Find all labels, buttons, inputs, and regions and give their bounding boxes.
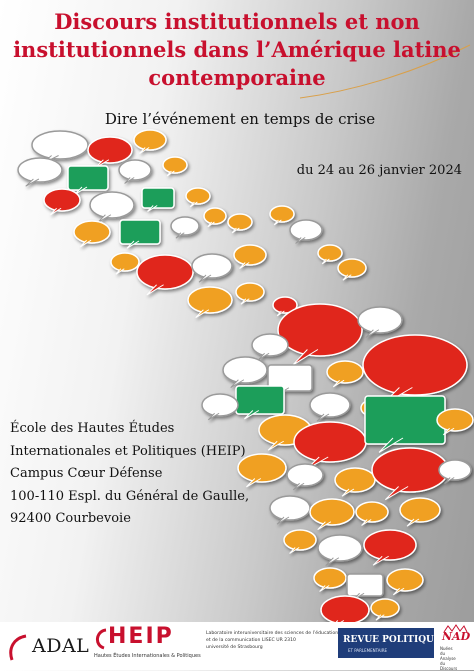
nad-sub-line: du <box>440 651 446 656</box>
nad-sub-line: Discours <box>440 666 458 671</box>
speech-bubble-red <box>44 189 80 211</box>
nad-sub-line: Analyse <box>440 656 456 661</box>
speech-bubble-white <box>287 464 323 486</box>
speech-bubble-red <box>321 596 369 624</box>
nad-logo-subtitle <box>440 646 457 671</box>
poster-subtitle: Dire l’événement en temps de crise <box>104 110 376 128</box>
speech-bubble-orange <box>338 259 366 277</box>
heip-logo <box>92 626 202 666</box>
speech-bubble-orange <box>371 599 399 617</box>
partner-logos-footer <box>0 622 474 670</box>
address-line: 100-110 Espl. du Général de Gaulle, <box>10 488 250 504</box>
speech-bubble-orange <box>204 208 226 224</box>
speech-bubble-green <box>120 220 160 244</box>
lisec-line: Laboratoire interuniversitaire des sciences de l’éducation <box>206 631 339 636</box>
address-line: École des Hautes Études <box>10 421 175 436</box>
speech-bubble-red <box>363 335 467 395</box>
speech-bubble-white <box>347 574 383 596</box>
speech-bubble-orange <box>356 502 388 522</box>
speech-bubble-orange <box>310 499 354 525</box>
nad-sub-line: Nuées <box>440 646 453 651</box>
lisec-logo <box>206 630 339 664</box>
nad-logo <box>438 624 472 671</box>
speech-bubble-red <box>364 530 416 560</box>
heip-emblem-icon <box>92 627 108 651</box>
speech-bubble-white <box>18 158 62 182</box>
speech-bubble-red <box>278 304 362 356</box>
speech-bubble-white <box>90 192 134 218</box>
speech-bubble-white <box>192 254 232 278</box>
speech-bubble-orange <box>74 221 110 243</box>
speech-bubble-red <box>88 137 132 163</box>
venue-address <box>10 418 249 531</box>
speech-bubble-orange <box>387 569 423 591</box>
speech-bubble-green <box>68 166 108 190</box>
speech-bubble-orange <box>284 530 316 550</box>
speech-bubble-orange <box>335 468 375 492</box>
poster-title: Discours institutionnels et non institutionnels dans l’Amérique latine contemporaine <box>13 9 461 90</box>
address-line: Campus Cœur Défense <box>10 466 163 481</box>
speech-bubble-white <box>310 393 350 417</box>
speech-bubble-red <box>137 255 193 289</box>
speech-bubble-white <box>358 307 402 333</box>
event-dates: du 24 au 26 janvier 2024 <box>296 163 462 178</box>
adal-emblem-icon <box>6 632 32 664</box>
address-line: Internationales et Politiques (HEIP) <box>10 443 246 459</box>
heip-logo-subtitle: Hautes Études Internationales & Politiques <box>94 653 201 659</box>
speech-bubble-orange <box>437 409 473 431</box>
lisec-line: université de Strasbourg <box>206 645 263 650</box>
speech-bubble-white <box>171 217 199 235</box>
speech-bubble-white <box>202 394 238 416</box>
speech-bubble-green <box>142 188 174 208</box>
speech-bubble-white <box>439 460 471 480</box>
speech-bubble-orange <box>163 157 187 173</box>
speech-bubble-white <box>318 535 362 561</box>
speech-bubble-white <box>119 160 151 180</box>
revue-logo-subtitle: ET PARLEMENTAIRE <box>348 648 387 653</box>
revue-logo-text: REVUE POLITIQUE <box>343 635 441 645</box>
speech-bubble-orange <box>186 188 210 204</box>
speech-bubble-white <box>252 334 288 356</box>
speech-bubble-white <box>32 131 88 159</box>
speech-bubble-orange <box>318 245 342 261</box>
lisec-line: et de la communication LISEC UR 2310 <box>206 638 296 643</box>
address-line: 92400 Courbevoie <box>10 511 131 526</box>
speech-bubble-white <box>290 220 322 240</box>
speech-bubble-orange <box>188 287 232 313</box>
speech-bubble-red <box>372 448 448 492</box>
heip-logo-text: HEIP <box>108 624 174 649</box>
speech-bubble-white <box>270 496 310 520</box>
nad-sub-line: du <box>440 661 446 666</box>
speech-bubble-orange <box>134 130 166 150</box>
speech-bubble-orange <box>228 214 252 230</box>
speech-bubble-green <box>365 396 445 444</box>
adal-logo <box>6 632 94 664</box>
nad-logo-text: NAD <box>442 630 471 643</box>
speech-bubble-orange <box>327 361 363 383</box>
speech-bubble-orange <box>234 245 266 265</box>
speech-bubble-orange <box>400 498 440 522</box>
speech-bubble-orange <box>111 253 139 271</box>
speech-bubble-white <box>223 357 267 383</box>
speech-bubble-green <box>236 386 284 414</box>
speech-bubble-red <box>294 422 366 462</box>
adal-logo-text: ADAL <box>32 635 90 657</box>
speech-bubble-orange <box>236 283 264 301</box>
revue-politique-logo <box>338 628 441 658</box>
speech-bubble-orange <box>270 206 294 222</box>
speech-bubble-orange <box>314 568 346 588</box>
